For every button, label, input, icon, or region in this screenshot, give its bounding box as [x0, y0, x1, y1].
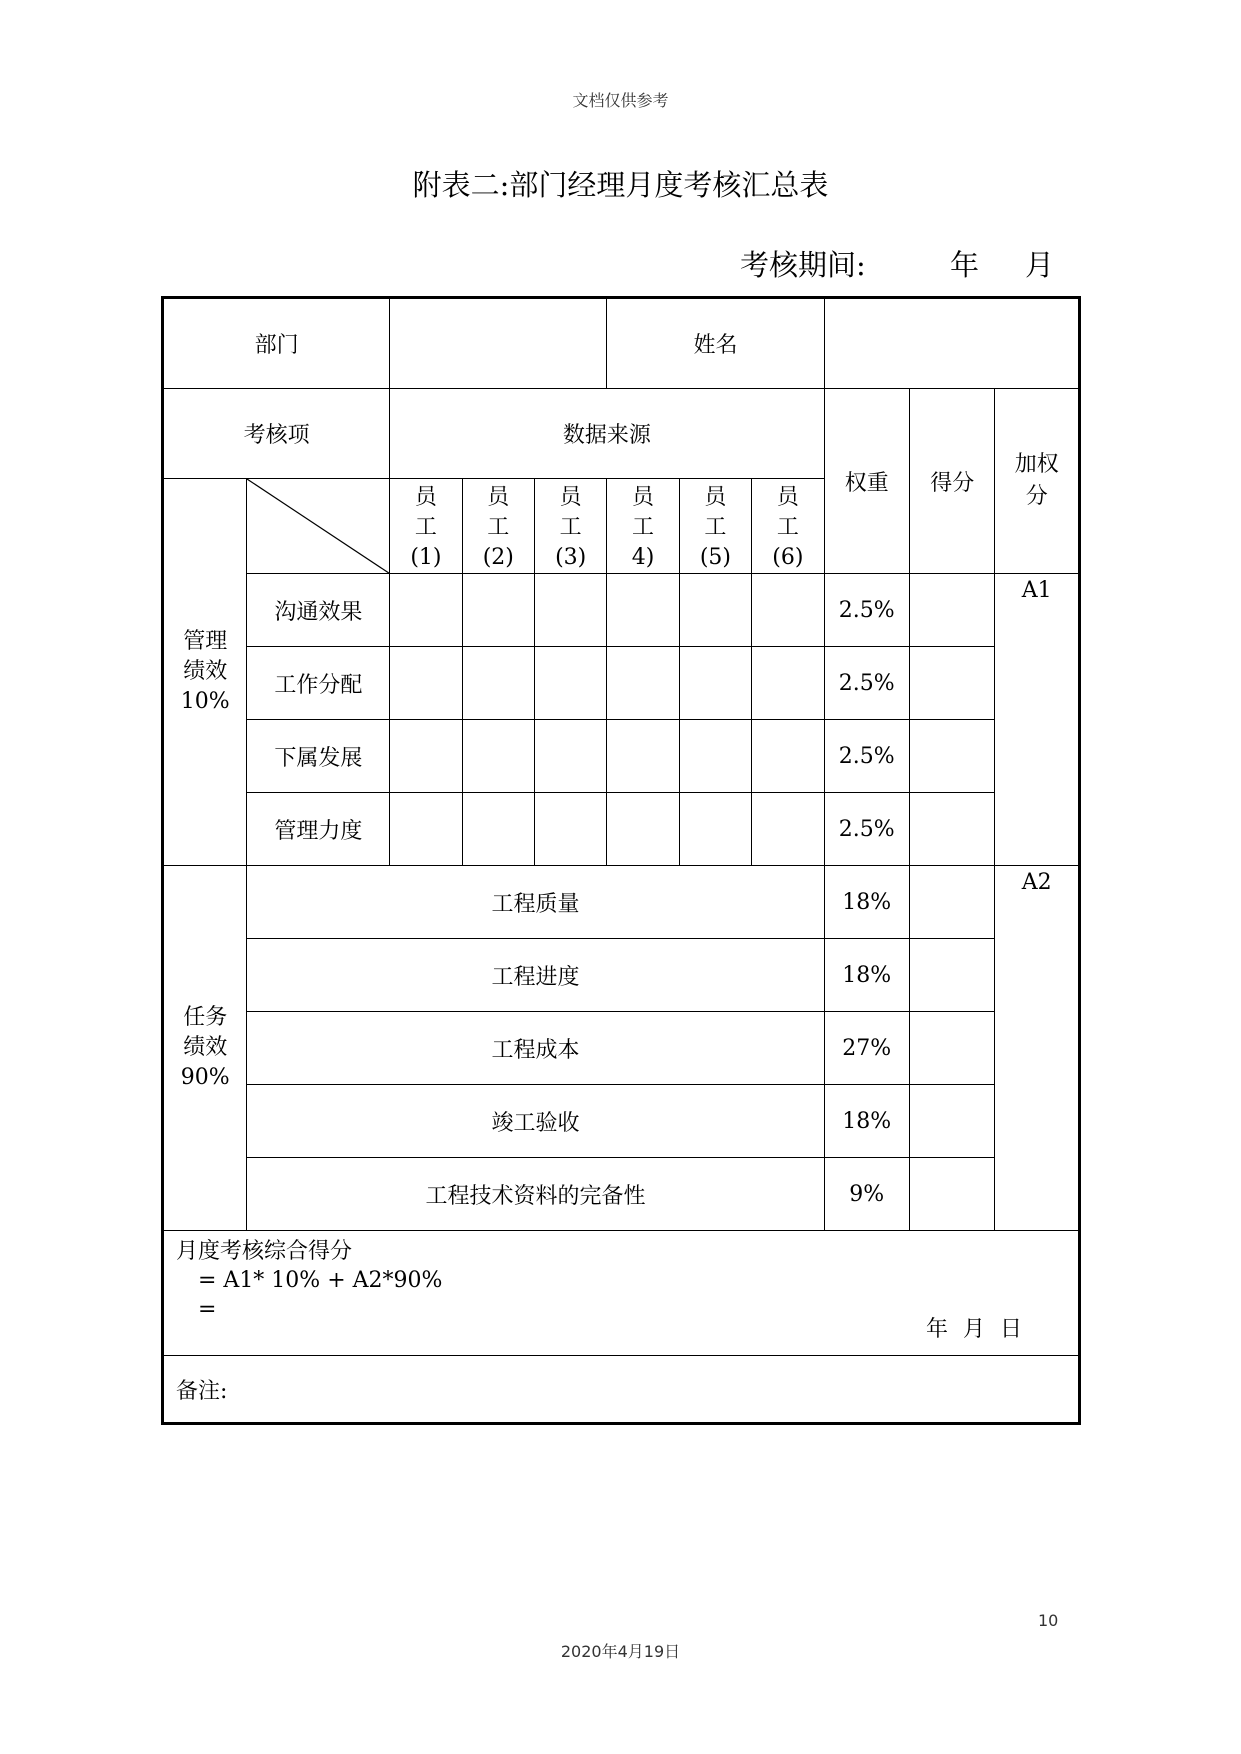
score-cell[interactable]	[752, 793, 824, 866]
score-cell[interactable]	[534, 793, 606, 866]
task-item-name: 工程进度	[247, 939, 824, 1012]
score-cell[interactable]	[390, 720, 462, 793]
employee-2-bot: (2)	[482, 545, 514, 570]
score-cell[interactable]	[462, 574, 534, 647]
employee-header-4	[607, 479, 679, 574]
summary-line1: 月度考核综合得分	[176, 1239, 353, 1264]
item-score-cell[interactable]	[909, 866, 994, 939]
name-label: 姓名	[607, 298, 824, 389]
mgmt-item-weight: 2.5%	[824, 647, 909, 720]
employee-6-top: 员	[776, 485, 799, 510]
task-item-weight: 18%	[824, 1085, 909, 1158]
task-item-weight: 18%	[824, 866, 909, 939]
employee-header-6	[752, 479, 824, 574]
employee-4-top: 员	[632, 485, 655, 510]
table-row	[163, 939, 1080, 1012]
employee-header-1	[390, 479, 462, 574]
score-cell[interactable]	[462, 793, 534, 866]
mgmt-item-name: 沟通效果	[247, 574, 390, 647]
score-cell[interactable]	[679, 793, 751, 866]
employee-header-3	[534, 479, 606, 574]
score-cell[interactable]	[607, 647, 679, 720]
table-row	[163, 574, 1080, 647]
assessment-table	[161, 296, 1081, 1425]
remark-row	[163, 1356, 1080, 1424]
summary-date: 年 月 日	[926, 1317, 1022, 1342]
score-cell[interactable]	[607, 793, 679, 866]
score-cell[interactable]	[462, 720, 534, 793]
item-score-cell[interactable]	[909, 574, 994, 647]
weighted-a2: A2	[995, 866, 1080, 1231]
score-cell[interactable]	[679, 720, 751, 793]
mgmt-item-weight: 2.5%	[824, 574, 909, 647]
employee-1-mid: 工	[414, 515, 437, 540]
table-row	[163, 866, 1080, 939]
employee-5-bot: (5)	[699, 545, 732, 570]
item-score-cell[interactable]	[909, 1085, 994, 1158]
item-score-cell[interactable]	[909, 793, 994, 866]
employee-3-mid: 工	[559, 515, 582, 540]
header-info-row	[163, 298, 1080, 389]
mgmt-category	[163, 479, 247, 866]
score-cell[interactable]	[390, 647, 462, 720]
diagonal-line	[247, 479, 389, 573]
score-cell[interactable]	[607, 720, 679, 793]
employee-2-top: 员	[487, 485, 510, 510]
item-score-cell[interactable]	[909, 1012, 994, 1085]
page-title: 附表二:部门经理月度考核汇总表	[412, 168, 829, 202]
column-header-row	[163, 389, 1080, 479]
page-number: 10	[1038, 1611, 1059, 1630]
task-item-name: 竣工验收	[247, 1085, 824, 1158]
employee-header-2	[462, 479, 534, 574]
remark-label: 备注:	[176, 1378, 228, 1404]
score-cell[interactable]	[679, 574, 751, 647]
task-item-name: 工程成本	[247, 1012, 824, 1085]
score-cell[interactable]	[390, 574, 462, 647]
header-note: 文档仅供参考	[572, 91, 669, 110]
task-item-name: 工程技术资料的完备性	[247, 1158, 824, 1231]
name-value-cell[interactable]	[824, 298, 1079, 389]
task-category-line1: 任务	[183, 1005, 228, 1030]
employee-3-bot: (3)	[555, 545, 587, 570]
employee-1-top: 员	[414, 485, 437, 510]
table-row	[163, 793, 1080, 866]
table-row	[163, 1085, 1080, 1158]
task-item-weight: 9%	[824, 1158, 909, 1231]
score-label: 得分	[909, 389, 994, 574]
mgmt-item-weight: 2.5%	[824, 720, 909, 793]
table-row	[163, 1158, 1080, 1231]
item-label: 考核项	[163, 389, 390, 479]
score-cell[interactable]	[534, 574, 606, 647]
weight-label: 权重	[824, 389, 909, 574]
remark-cell[interactable]	[163, 1356, 1080, 1424]
employee-4-mid: 工	[632, 515, 655, 540]
item-score-cell[interactable]	[909, 1158, 994, 1231]
task-category	[163, 866, 247, 1231]
weighted-label: 加权分	[995, 389, 1080, 574]
employee-header-5	[679, 479, 751, 574]
summary-row	[163, 1231, 1080, 1356]
source-label: 数据来源	[390, 389, 824, 479]
mgmt-category-line2: 绩效	[183, 659, 228, 684]
item-score-cell[interactable]	[909, 720, 994, 793]
dept-label: 部门	[163, 298, 390, 389]
period-month: 月	[1025, 248, 1055, 282]
table-row	[163, 1012, 1080, 1085]
score-cell[interactable]	[534, 647, 606, 720]
score-cell[interactable]	[679, 647, 751, 720]
mgmt-category-line1: 管理	[183, 629, 228, 654]
employee-6-bot: (6)	[772, 545, 804, 570]
score-cell[interactable]	[462, 647, 534, 720]
employee-6-mid: 工	[776, 515, 799, 540]
item-score-cell[interactable]	[909, 939, 994, 1012]
summary-result: =	[198, 1297, 217, 1322]
employee-5-mid: 工	[704, 515, 727, 540]
employee-5-top: 员	[704, 485, 727, 510]
dept-value-cell[interactable]	[390, 298, 607, 389]
period-label: 考核期间:	[740, 248, 866, 282]
assessment-period	[740, 243, 1054, 284]
diagonal-cell	[247, 479, 390, 574]
mgmt-item-name: 工作分配	[247, 647, 390, 720]
score-cell[interactable]	[390, 793, 462, 866]
mgmt-item-name: 管理力度	[247, 793, 390, 866]
score-cell[interactable]	[752, 720, 824, 793]
period-year: 年	[950, 248, 980, 282]
employee-4-bot: 4)	[631, 545, 655, 570]
summary-cell[interactable]	[163, 1231, 1080, 1356]
score-cell[interactable]	[752, 647, 824, 720]
score-cell[interactable]	[752, 574, 824, 647]
table-row	[163, 720, 1080, 793]
employee-1-bot: (1)	[410, 545, 442, 570]
mgmt-item-weight: 2.5%	[824, 793, 909, 866]
item-score-cell[interactable]	[909, 647, 994, 720]
weighted-a1: A1	[995, 574, 1080, 866]
footer-date: 2020年4月19日	[560, 1642, 681, 1661]
task-item-name: 工程质量	[247, 866, 824, 939]
table-row	[163, 647, 1080, 720]
score-cell[interactable]	[534, 720, 606, 793]
task-item-weight: 27%	[824, 1012, 909, 1085]
task-category-line2: 绩效	[183, 1035, 228, 1060]
mgmt-category-line3: 10%	[180, 689, 230, 714]
task-category-line3: 90%	[180, 1065, 230, 1090]
score-cell[interactable]	[607, 574, 679, 647]
task-item-weight: 18%	[824, 939, 909, 1012]
employee-2-mid: 工	[487, 515, 510, 540]
summary-formula: = A1* 10% + A2*90%	[198, 1268, 443, 1293]
employee-3-top: 员	[559, 485, 582, 510]
mgmt-item-name: 下属发展	[247, 720, 390, 793]
